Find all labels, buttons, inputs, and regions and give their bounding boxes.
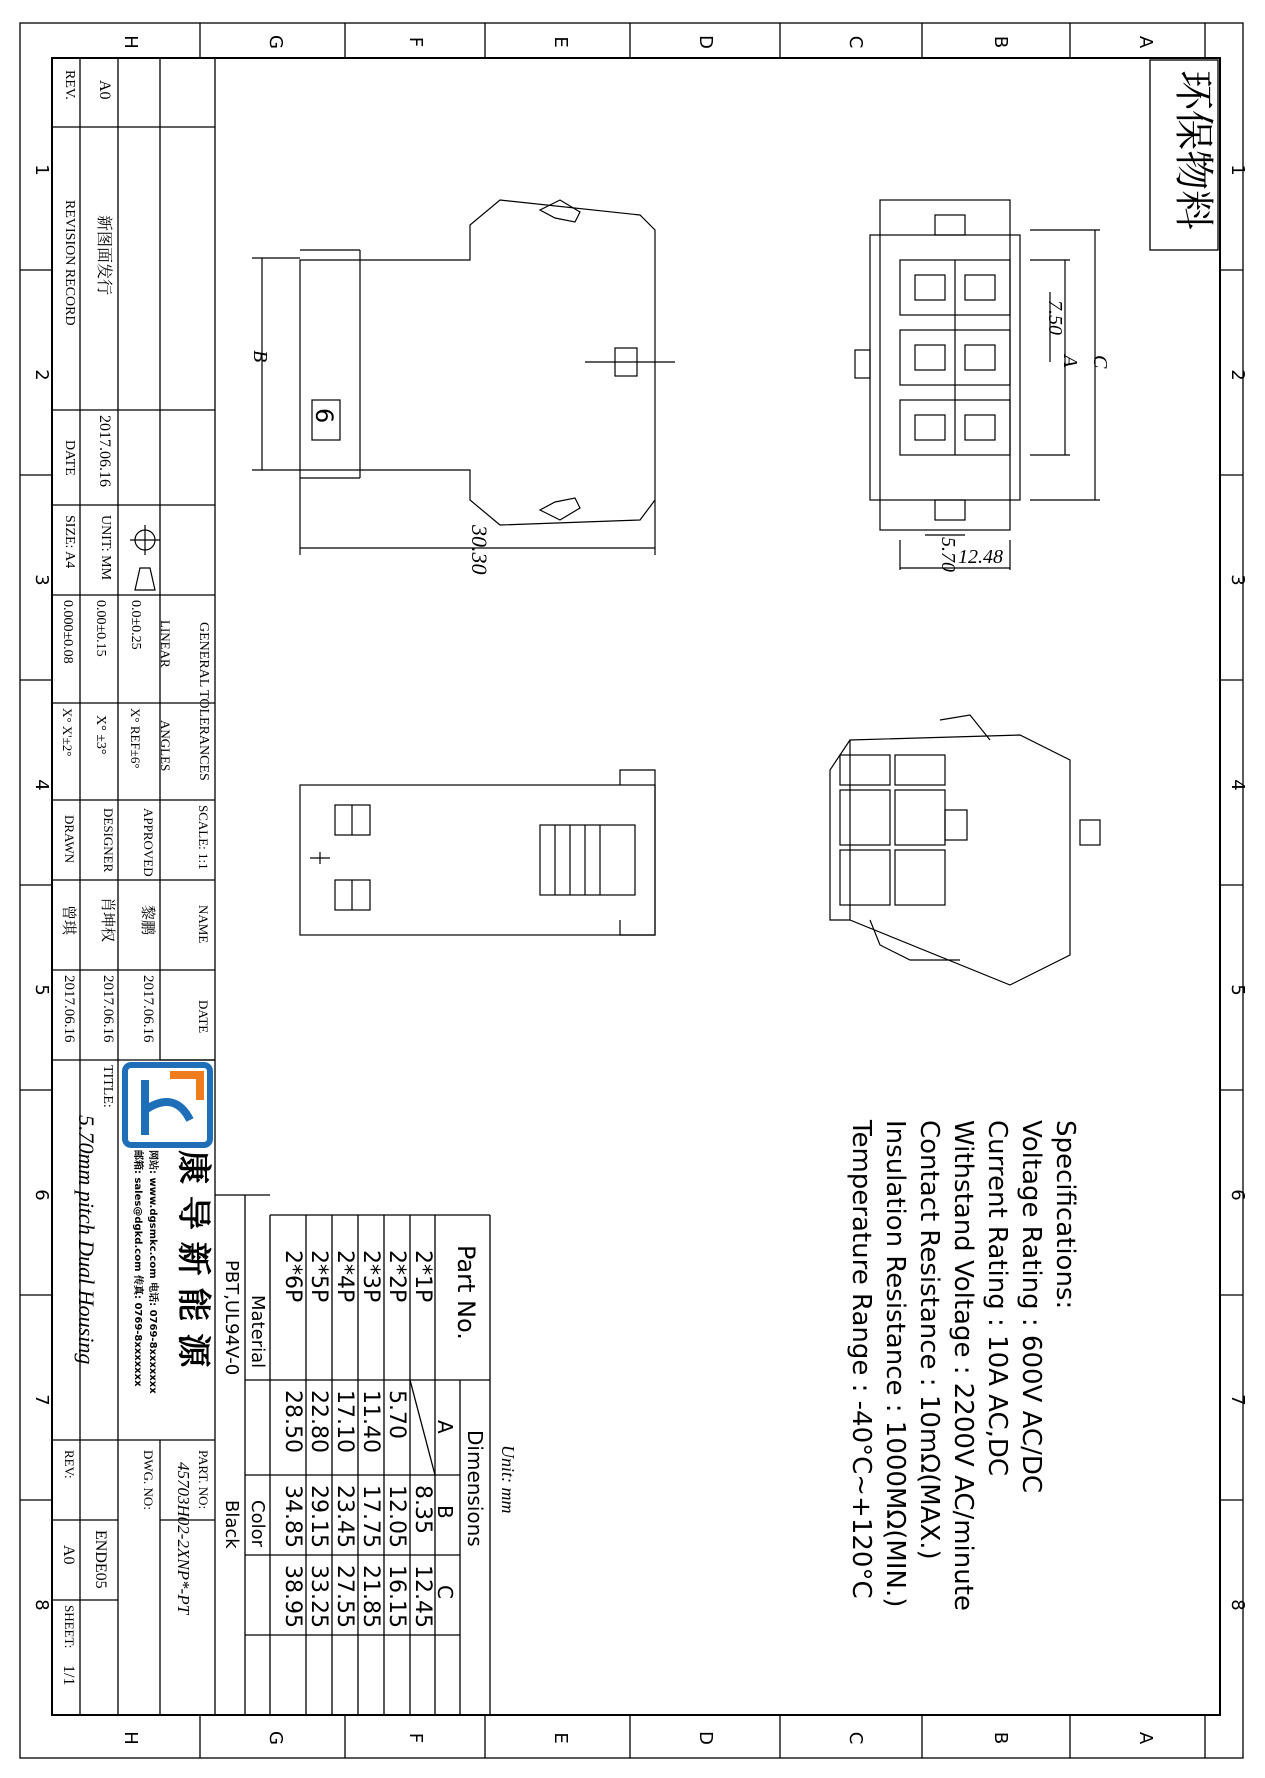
col-a: A: [433, 1420, 457, 1434]
material-header: Material: [247, 1295, 268, 1369]
col-c: C: [433, 1585, 457, 1599]
angles-header: ANGLES: [158, 720, 173, 772]
spec-line-6: Temperature Range : -40°C~+120°C: [846, 1120, 876, 1599]
approved-date: 2017.06.16: [140, 975, 156, 1043]
spec-line-1: Voltage Rating : 600V AC/DC: [1016, 1120, 1046, 1494]
row-part-no: 2*4P: [332, 1250, 357, 1303]
rev-label-value: A0: [60, 1545, 77, 1565]
size-value: SIZE: A4: [62, 515, 77, 569]
linear-1: 0.0±0.25: [128, 600, 143, 650]
zone-letter-d: D: [695, 35, 716, 49]
zone-letter-d: D: [695, 1731, 716, 1745]
zone-letter-c: C: [845, 35, 866, 49]
top-view: [300, 770, 655, 935]
cavity-mark: 6: [310, 408, 338, 424]
zone-letter-g: G: [265, 35, 286, 49]
rev-label: REV:: [62, 1450, 77, 1479]
zone-letter-b: B: [990, 35, 1011, 49]
dim-width: 12.48: [958, 546, 1003, 568]
zone-letter-h: H: [120, 35, 141, 49]
zone-number-5: 5: [1227, 984, 1248, 996]
zone-letter-c: C: [845, 1731, 866, 1745]
part-no-header: Part No.: [452, 1245, 480, 1340]
dim-pitch-col: 5.70: [937, 537, 959, 572]
zone-number-4: 4: [1227, 779, 1248, 791]
company-name: 康 导 新 能 源: [173, 1150, 213, 1368]
row-part-no: 2*2P: [384, 1250, 409, 1303]
zone-letter-a: A: [1135, 35, 1156, 49]
zone-number-4: 4: [31, 779, 52, 791]
col-b: B: [433, 1505, 457, 1519]
approved-name: 黎鹏: [139, 905, 157, 936]
sheet-value: 1/1: [60, 1665, 77, 1686]
drawn-label: DRAWN: [62, 815, 77, 864]
zone-letter-f: F: [405, 1732, 426, 1744]
material-value: PBT,UL94V-0: [221, 1260, 242, 1376]
zone-number-7: 7: [1227, 1394, 1248, 1406]
zone-number-6: 6: [1227, 1189, 1248, 1201]
zone-number-2: 2: [1227, 369, 1248, 381]
designer-name: 肖坤权: [99, 897, 117, 943]
zone-number-2: 2: [31, 369, 52, 381]
row-dim-b: 34.85: [280, 1485, 305, 1548]
date2-header: DATE: [196, 1000, 211, 1034]
general-tolerances: GENERAL TOLERANCES: [196, 622, 211, 781]
zone-number-6: 6: [31, 1189, 52, 1201]
row-dim-c: 38.95: [280, 1565, 305, 1628]
zone-number-3: 3: [31, 574, 52, 586]
zone-number-8: 8: [1227, 1599, 1248, 1611]
sheet-label: SHEET:: [62, 1605, 77, 1649]
zone-letter-b: B: [990, 1731, 1011, 1745]
row-part-no: 2*1P: [410, 1250, 435, 1303]
drawing-title: 5.70mm pitch Dual Housing: [74, 1115, 99, 1365]
dim-header: Dimensions: [463, 1430, 487, 1547]
scale-value: SCALE: 1:1: [196, 805, 211, 870]
eco-label: 环保物料: [1170, 70, 1216, 230]
unit-label: Unit: mm: [498, 1445, 518, 1514]
row-dim-b: 12.05: [384, 1485, 409, 1548]
rev-header: REV.: [62, 70, 77, 100]
row-part-no: 2*5P: [306, 1250, 331, 1303]
approved-label: APPROVED: [141, 808, 156, 877]
row-dim-a: 28.50: [280, 1390, 305, 1453]
row-dim-a: 22.80: [306, 1390, 331, 1453]
drawn-name: 曾琪: [60, 905, 78, 936]
spec-line-4: Contact Resistance : 10mΩ(MAX.): [914, 1120, 944, 1560]
row-dim-c: 16.15: [384, 1565, 409, 1628]
rev-record-value: 新图面发行: [95, 215, 114, 296]
name-header: NAME: [196, 905, 211, 944]
row-dim-c: 27.55: [332, 1565, 357, 1628]
dim-c: C: [1089, 355, 1111, 369]
row-dim-a: 17.10: [332, 1390, 357, 1453]
spec-line-3: Withstand Voltage : 2200V AC/minute: [948, 1120, 978, 1611]
designer-label: DESIGNER: [101, 808, 116, 873]
zone-letter-f: F: [405, 36, 426, 48]
zone-number-1: 1: [1227, 164, 1248, 176]
row-dim-c: 12.45: [410, 1565, 435, 1628]
rev-record-header: REVISION RECORD: [62, 200, 77, 326]
angle-1: X° REF±6°: [128, 708, 143, 769]
part-no-label: PART. NO:: [196, 1450, 211, 1510]
side-view: [249, 200, 675, 555]
color-value: Black: [221, 1500, 242, 1549]
company-contact-2: 邮箱: sales@dgkd.com 传真: 0769-8xxxxxxx: [132, 1150, 143, 1387]
unit-value: UNIT: MM: [98, 515, 113, 581]
date-header: DATE: [62, 440, 77, 476]
dwg-no-label: DWG. NO:: [141, 1450, 156, 1510]
zone-letter-a: A: [1135, 1731, 1156, 1745]
linear-2: 0.00±0.15: [93, 600, 108, 657]
zone-letter-h: H: [120, 1731, 141, 1745]
dim-pitch-row: 7.50: [1044, 300, 1066, 335]
company-logo: [125, 1065, 210, 1145]
dim-length: 30.30: [467, 525, 492, 575]
row-dim-b: 8.35: [410, 1485, 435, 1534]
zone-number-5: 5: [31, 984, 52, 996]
zone-number-3: 3: [1227, 574, 1248, 586]
linear-header: LINEAR: [158, 620, 173, 668]
title-label: TITLE:: [100, 1065, 115, 1108]
dim-a: A: [1059, 355, 1081, 368]
zone-number-8: 8: [31, 1599, 52, 1611]
spec-line-5: Insulation Resistance : 1000MΩ(MIN.): [880, 1120, 910, 1608]
angle-3: X° X'±2°: [60, 708, 75, 757]
spec-title: Specifications:: [1050, 1120, 1080, 1310]
drawn-date: 2017.06.16: [61, 975, 77, 1043]
row-part-no: 2*6P: [280, 1250, 305, 1303]
rev-date-value: 2017.06.16: [96, 415, 113, 487]
angle-2: X° ±3°: [93, 715, 108, 755]
dwg-no-value: ENDE05: [92, 1530, 109, 1589]
row-dim-c: 33.25: [306, 1565, 331, 1628]
spec-line-2: Current Rating : 10A AC,DC: [982, 1120, 1012, 1477]
rev-value: A0: [96, 80, 113, 100]
dim-b: B: [249, 350, 271, 363]
zone-letter-g: G: [265, 1731, 286, 1745]
linear-3: 0.000±0.08: [60, 600, 75, 664]
row-dim-b: 29.15: [306, 1485, 331, 1548]
projection-symbol: [130, 525, 160, 590]
row-dim-c: 21.85: [358, 1565, 383, 1628]
front-view: [855, 200, 1100, 570]
zone-letter-e: E: [550, 36, 571, 48]
color-header: Color: [247, 1500, 268, 1547]
row-dim-b: 17.75: [358, 1485, 383, 1548]
row-part-no: 2*3P: [358, 1250, 383, 1303]
zone-letter-e: E: [550, 1732, 571, 1744]
row-dim-a: 11.40: [358, 1390, 383, 1453]
zone-number-1: 1: [31, 164, 52, 176]
row-dim-a: 5.70: [384, 1390, 409, 1439]
designer-date: 2017.06.16: [100, 975, 116, 1043]
iso-view: [830, 715, 1100, 985]
zone-number-7: 7: [31, 1394, 52, 1406]
company-contact-1: 网站: www.dgsmkc.com 电话: 0769-8xxxxxxx: [147, 1150, 158, 1394]
part-no-value: 45703H02-2XNP*-PT: [174, 1462, 193, 1615]
row-dim-b: 23.45: [332, 1485, 357, 1548]
